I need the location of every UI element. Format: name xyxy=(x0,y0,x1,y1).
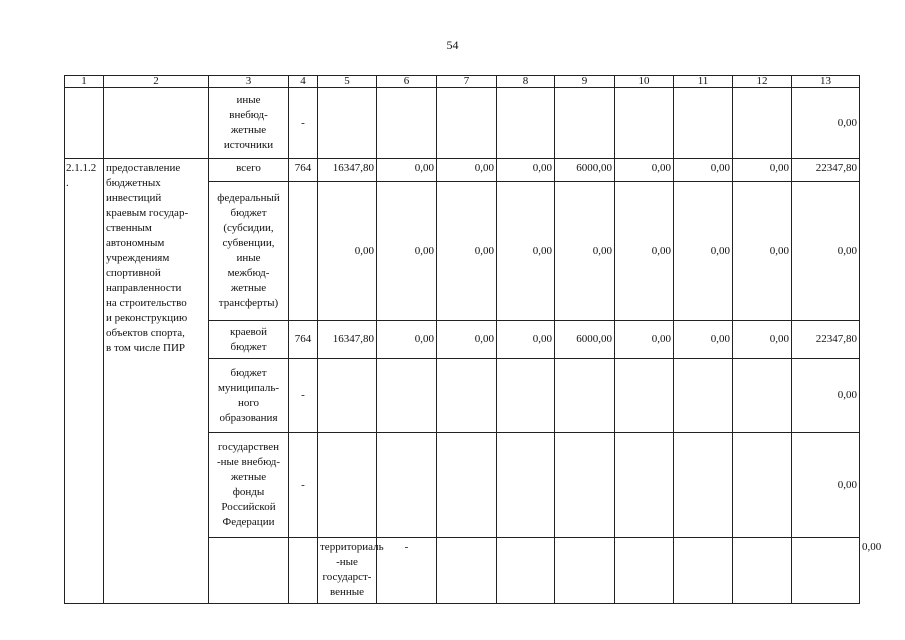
col-header-3: 3 xyxy=(209,76,289,88)
cell-c8: 0,00 xyxy=(497,182,555,321)
table-row-total xyxy=(65,159,860,182)
cell-c4: - xyxy=(289,88,318,159)
cell-c4 xyxy=(289,182,318,321)
cell-c6: 0,00 xyxy=(377,182,437,321)
cell-c8: 0,00 xyxy=(497,321,555,359)
col-header-6: 6 xyxy=(377,76,437,88)
col-header-7: 7 xyxy=(437,76,497,88)
cell-c13: 0,00 xyxy=(792,88,860,159)
col-header-13: 13 xyxy=(792,76,860,88)
cell-c13: 22347,80 xyxy=(792,321,860,359)
cell-c4: - xyxy=(289,359,318,433)
cell-c13: 0,00 xyxy=(792,433,860,538)
cell-c9: 0,00 xyxy=(555,182,615,321)
col-header-5: 5 xyxy=(318,76,377,88)
budget-table xyxy=(64,75,882,604)
cell-c4: 764 xyxy=(289,159,318,182)
cell-c12: 0,00 xyxy=(733,321,792,359)
cell-c7: 0,00 xyxy=(437,159,497,182)
funding-source: всего xyxy=(209,159,289,182)
cell-c9: 6000,00 xyxy=(555,159,615,182)
col-header-8: 8 xyxy=(497,76,555,88)
cell-c5: 16347,80 xyxy=(318,321,377,359)
cell-c6: 0,00 xyxy=(377,159,437,182)
cell-c13: 0,00 xyxy=(792,182,860,321)
cell-c12: 0,00 xyxy=(733,159,792,182)
cell-c4: - xyxy=(377,538,437,604)
col-header-11: 11 xyxy=(674,76,733,88)
col-header-4: 4 xyxy=(289,76,318,88)
cell-c4: 764 xyxy=(289,321,318,359)
cell-c13: 0,00 xyxy=(792,359,860,433)
col-header-9: 9 xyxy=(555,76,615,88)
cell-c11: 0,00 xyxy=(674,182,733,321)
cell-c5: 16347,80 xyxy=(318,159,377,182)
item-code: 2.1.1.2 . xyxy=(65,159,104,604)
funding-source: краевой бюджет xyxy=(209,321,289,359)
cell-c10: 0,00 xyxy=(615,321,674,359)
col-header-10: 10 xyxy=(615,76,674,88)
col-header-2: 2 xyxy=(104,76,209,88)
cell-c4: - xyxy=(289,433,318,538)
cell-c5: 0,00 xyxy=(318,182,377,321)
funding-source: государствен -ные внебюд- жетные фонды Российской Федерации xyxy=(209,433,289,538)
funding-source: федеральный бюджет (субсидии, субвенции, иные межбюд- жетные трансферты) xyxy=(209,182,289,321)
col-header-1: 1 xyxy=(65,76,104,88)
cell-c7: 0,00 xyxy=(437,321,497,359)
cell-c11: 0,00 xyxy=(674,321,733,359)
funding-source: иные внебюд- жетные источники xyxy=(209,88,289,159)
cell-c12: 0,00 xyxy=(733,182,792,321)
cell-c6: 0,00 xyxy=(377,321,437,359)
page-number: 54 xyxy=(446,38,459,52)
table-row-other-sources xyxy=(65,88,860,159)
funding-source: бюджет муниципаль- ного образования xyxy=(209,359,289,433)
table-row-territorial-funds: территориаль -ные государст- венные - 0,00 xyxy=(65,538,860,604)
column-number-row xyxy=(65,76,860,88)
col-header-12: 12 xyxy=(733,76,792,88)
cell-c10: 0,00 xyxy=(615,182,674,321)
item-description: предоставление бюджетных инвестиций краевым государ- ственным автономным учреждениям спортивной направленности на строительство и реконструкцию объектов спорта, в том числе ПИР xyxy=(104,159,209,604)
cell-c8: 0,00 xyxy=(497,159,555,182)
cell-c10: 0,00 xyxy=(615,159,674,182)
funding-source: территориаль -ные государст- венные xyxy=(318,538,377,604)
cell-c9: 6000,00 xyxy=(555,321,615,359)
cell-c11: 0,00 xyxy=(674,159,733,182)
cell-c7: 0,00 xyxy=(437,182,497,321)
cell-c13: 22347,80 xyxy=(792,159,860,182)
